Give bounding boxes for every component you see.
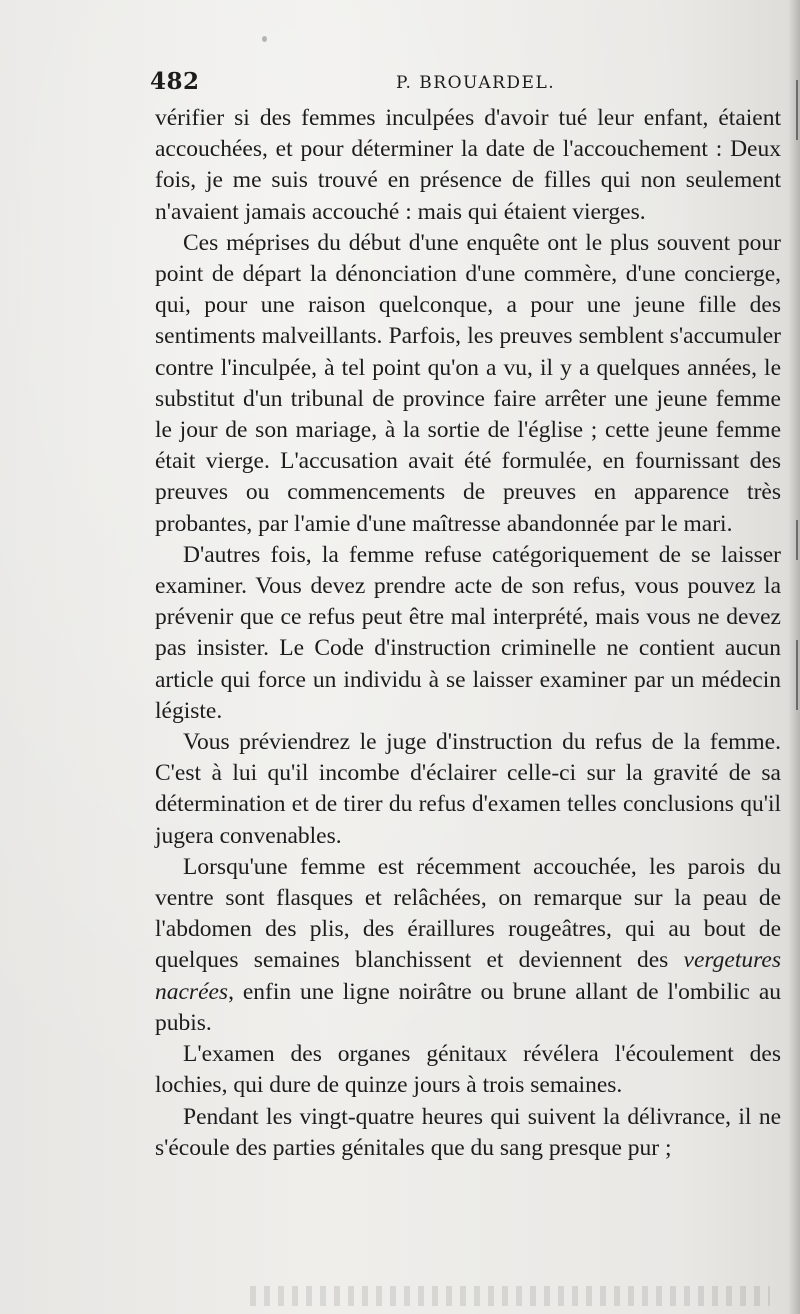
edge-mark — [796, 80, 798, 140]
page-number: 482 — [150, 68, 200, 95]
paragraph: Vous préviendrez le juge d'instruction du refus de la femme. C'est à lui qu'il incombe d'éclairer celle-ci sur la gravité de sa détermination et de tirer du refus d'examen telles conclusions qu'il jugera convenables. — [155, 729, 781, 849]
text-run: Lorsqu'une femme est récemment accouchée, les parois du ventre sont flasques et relâchées, on remarque sur la peau de l'abdomen des plis, des éraillures rougeâtres, qui au bout de quelques semaines blanchissent et deviennent des — [155, 853, 781, 974]
paper-speck — [262, 36, 267, 42]
paragraph: Pendant les vingt-quatre heures qui suivent la délivrance, il ne s'écoule des parties génitales que du sang presque pur ; — [155, 1103, 781, 1161]
bleed-through-footer — [250, 1286, 770, 1306]
paragraph — [155, 852, 781, 1039]
paragraph: vérifier si des femmes inculpées d'avoir tué leur enfant, étaient accouchées, et pour déterminer la date de l'accouchement : Deux fois, je me suis trouvé en présence de filles qui non seulement n'avaient jamais accouché : mais qui étaient vierges. — [155, 105, 781, 225]
edge-mark — [796, 520, 798, 560]
page-edge-shadow — [788, 0, 800, 1314]
page-header — [150, 68, 770, 98]
edge-mark — [796, 640, 798, 710]
paragraph: L'examen des organes génitaux révélera l'écoulement des lochies, qui dure de quinze jours à trois semaines. — [155, 1041, 781, 1099]
paragraph: Ces méprises du début d'une enquête ont le plus souvent pour point de départ la dénonciation d'une commère, d'une concierge, qui, pour une raison quelconque, a pour une jeune fille des sentiments malveillants. Parfois, les preuves semblent s'accumuler contre l'inculpée, à tel point qu'on a vu, il y a quelques années, le substitut d'un tribunal de province faire arrêter une jeune femme le jour de son mariage, à la sortie de l'église ; cette jeune femme était vierge. L'accusation avait été formulée, en fournissant des preuves ou commencements de preuves en apparence très probantes, par l'amie d'une maîtresse abandonnée par le mari. — [155, 229, 781, 537]
running-head: P. BROUARDEL. — [396, 73, 556, 93]
paragraph: D'autres fois, la femme refuse catégoriquement de se laisser examiner. Vous devez prendre acte de son refus, vous pouvez la prévenir que ce refus peut être mal interprété, mais vous ne devez pas insister. Le Code d'instruction criminelle ne contient aucun article qui force un individu à se laisser examiner par un médecin légiste. — [155, 541, 781, 724]
body-text — [155, 103, 781, 1164]
text-run: , enfin une ligne noirâtre ou brune allant de l'ombilic au pubis. — [155, 978, 781, 1036]
italic-term: vergetures nacrées — [155, 947, 781, 1005]
